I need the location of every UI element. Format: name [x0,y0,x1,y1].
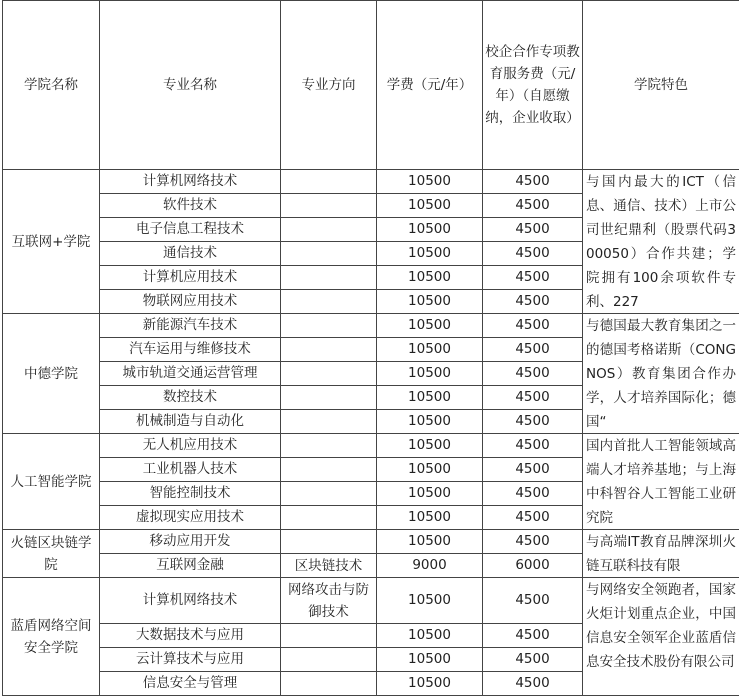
service-fee-cell: 4500 [483,578,583,624]
major-name-cell: 汽车运用与维修技术 [100,338,281,362]
service-fee-cell: 4500 [483,458,583,482]
table-row [3,530,739,554]
service-fee-cell: 4500 [483,218,583,242]
tuition-cell: 10500 [377,672,483,696]
college-name-cell: 互联网+学院 [3,170,100,314]
service-fee-cell: 4500 [483,194,583,218]
tuition-cell: 9000 [377,554,483,578]
tuition-cell: 10500 [377,218,483,242]
major-name-cell: 互联网金融 [100,554,281,578]
service-fee-cell: 4500 [483,410,583,434]
header-row [3,1,739,170]
major-direction-cell [281,624,377,648]
tuition-cell: 10500 [377,386,483,410]
major-direction-cell [281,648,377,672]
tuition-cell: 10500 [377,362,483,386]
service-fee-cell: 4500 [483,290,583,314]
major-name-cell: 信息安全与管理 [100,672,281,696]
college-name-cell: 中德学院 [3,314,100,434]
header-direction: 专业方向 [281,1,377,170]
major-name-cell: 物联网应用技术 [100,290,281,314]
service-fee-cell: 4500 [483,362,583,386]
college-feature-text: 与德国最大教育集团之一的德国考格诺斯（CONGNOS）教育集团合作办学，人才培养国际化；德国“ [586,318,736,430]
tuition-cell: 10500 [377,194,483,218]
service-fee-cell: 4500 [483,530,583,554]
major-name-cell: 无人机应用技术 [100,434,281,458]
major-direction-cell: 区块链技术 [281,554,377,578]
header-major: 专业名称 [100,1,281,170]
major-name-cell: 大数据技术与应用 [100,624,281,648]
header-feature: 学院特色 [583,1,739,170]
table-row [3,314,739,338]
major-name-cell: 软件技术 [100,194,281,218]
service-fee-cell: 6000 [483,554,583,578]
major-name-cell: 通信技术 [100,242,281,266]
major-direction-cell [281,362,377,386]
major-name-cell: 智能控制技术 [100,482,281,506]
tuition-cell: 10500 [377,314,483,338]
tuition-cell: 10500 [377,578,483,624]
major-direction-cell [281,434,377,458]
tuition-cell: 10500 [377,410,483,434]
table-body [3,170,739,696]
tuition-cell: 10500 [377,266,483,290]
major-direction-cell [281,314,377,338]
table-row [3,578,739,624]
major-direction-cell [281,458,377,482]
service-fee-cell: 4500 [483,386,583,410]
service-fee-cell: 4500 [483,434,583,458]
major-name-cell: 电子信息工程技术 [100,218,281,242]
college-feature-text: 与高端IT教育品牌深圳火链互联科技有限 [586,534,736,574]
major-name-cell: 数控技术 [100,386,281,410]
service-fee-cell: 4500 [483,624,583,648]
table-row [3,434,739,458]
major-direction-cell [281,530,377,554]
major-direction-cell [281,242,377,266]
major-direction-cell [281,194,377,218]
service-fee-cell: 4500 [483,506,583,530]
major-name-cell: 计算机网络技术 [100,170,281,194]
major-direction-cell [281,386,377,410]
major-direction-cell [281,410,377,434]
major-name-cell: 城市轨道交通运营管理 [100,362,281,386]
tuition-cell: 10500 [377,482,483,506]
major-name-cell: 云计算技术与应用 [100,648,281,672]
service-fee-cell: 4500 [483,266,583,290]
service-fee-cell: 4500 [483,648,583,672]
table-row [3,170,739,194]
college-feature-cell [583,314,739,434]
major-direction-cell: 网络攻击与防御技术 [281,578,377,624]
fee-table [2,0,739,696]
major-name-cell: 计算机网络技术 [100,578,281,624]
tuition-cell: 10500 [377,290,483,314]
service-fee-cell: 4500 [483,170,583,194]
header-college: 学院名称 [3,1,100,170]
major-name-cell: 计算机应用技术 [100,266,281,290]
tuition-cell: 10500 [377,624,483,648]
service-fee-cell: 4500 [483,672,583,696]
tuition-cell: 10500 [377,506,483,530]
college-feature-cell [583,530,739,578]
major-direction-cell [281,482,377,506]
major-direction-cell [281,218,377,242]
college-feature-text: 国内首批人工智能领域高端人才培养基地；与上海中科智谷人工智能工业研究院 [586,438,736,526]
header-tuition: 学费（元/年） [377,1,483,170]
college-feature-cell [583,434,739,530]
tuition-cell: 10500 [377,648,483,672]
tuition-cell: 10500 [377,434,483,458]
college-feature-text: 与网络安全领跑者，国家火炬计划重点企业，中国信息安全领军企业蓝盾信息安全技术股份有限公司 [586,582,736,670]
tuition-cell: 10500 [377,458,483,482]
tuition-cell: 10500 [377,242,483,266]
major-direction-cell [281,290,377,314]
major-direction-cell [281,266,377,290]
college-feature-text: 与国内最大的ICT（信息、通信、技术）上市公司世纪鼎利（股票代码300050）合作共建；学院拥有100余项软件专利、227 [586,174,736,310]
major-direction-cell [281,338,377,362]
college-name-cell: 人工智能学院 [3,434,100,530]
service-fee-cell: 4500 [483,242,583,266]
major-direction-cell [281,170,377,194]
major-name-cell: 机械制造与自动化 [100,410,281,434]
header-service-fee: 校企合作专项教育服务费（元/年）（自愿缴纳，企业收取） [483,1,583,170]
college-name-cell: 蓝盾网络空间安全学院 [3,578,100,696]
major-direction-cell [281,506,377,530]
tuition-cell: 10500 [377,170,483,194]
college-name-cell: 火链区块链学院 [3,530,100,578]
college-feature-cell [583,170,739,314]
tuition-cell: 10500 [377,530,483,554]
major-name-cell: 新能源汽车技术 [100,314,281,338]
major-name-cell: 虚拟现实应用技术 [100,506,281,530]
major-direction-cell [281,672,377,696]
tuition-cell: 10500 [377,338,483,362]
service-fee-cell: 4500 [483,314,583,338]
major-name-cell: 工业机器人技术 [100,458,281,482]
service-fee-cell: 4500 [483,338,583,362]
service-fee-cell: 4500 [483,482,583,506]
major-name-cell: 移动应用开发 [100,530,281,554]
college-feature-cell [583,578,739,696]
